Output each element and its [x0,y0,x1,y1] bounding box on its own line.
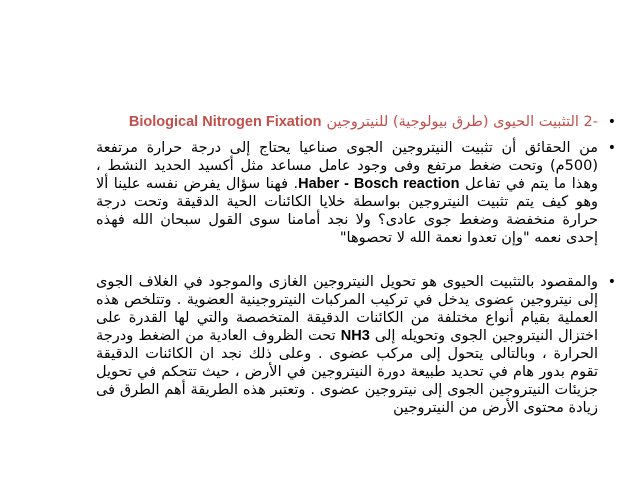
paragraph-1-part-2: . فهنا سؤال يفرض نفسه علينا ألا وهو كيف يتم تثبيت النيتروجين بواسطة خلايا الكائنات الحية الدقيقة وتحت درجة حرارة منخفضة وضغط جوى عادى؟ ولا نجد أمامنا سوى القول سبحان الله فهذه إحدى نعمه "وإن تعدوا نعمة الله لا تحصوها" [96,176,598,246]
heading-arabic: -2 التثبيت الحيوى (طرق بيولوجية) للنيتروجين [326,114,598,130]
paragraph-item-2 [96,273,616,417]
heading-latin: Biological Nitrogen Fixation [128,114,322,130]
bullet-icon: • [607,114,616,130]
paragraph-2-part-2: تحت الظروف العادية من الضغط ودرجة الحرارة ، وبالتالى يتحول إلى مركب عضوى . وعلى ذلك نجد ان الكائنات الدقيقة تقوم بدور هام في تحديد طبيعة دورة النيتروجين في الأرض ، حيث تتحكم في تحويل جزيئات النيتروجين الجوى إلى نيتروجين عضوى . وتعتبر هذه الطريقة أهم الطرق فى زيادة محتوى الأرض من النيتروجين [96,328,598,416]
paragraph-1-part-1: من الحقائق أن تثبيت النيتروجين الجوى صناعيا يحتاج إلى درجة حرارة مرتفعة (500م) وتحت ضغط مرتفع وفى وجود عامل مساعد مثل أكسيد الحديد النشط ، وهذا ما يتم في تفاعل [96,140,598,192]
haber-bosch-term: Haber - Bosch reaction [298,176,460,192]
heading-item [96,113,616,131]
section-heading [129,114,598,130]
bullet-icon: • [607,274,616,290]
nh3-term: NH3 [340,328,370,344]
paragraph-2 [96,273,598,417]
paragraph-item-1 [96,139,616,247]
bullet-icon: • [607,140,616,156]
paragraph-1 [96,139,598,247]
bullet-list [96,113,616,417]
paragraph-2-part-1: والمقصود بالتثبيت الحيوى هو تحويل النيتروجين الغازى والموجود في الغلاف الجوى إلى نيتروجين عضوى يدخل في تركيب المركبات النيتروجينية العضوية . وتتلخص هذه العملية بقيام أنواع مختلفة من الكائنات الدقيقة المتخصصة والتي لها القدرة على اختزال النيتروجين الجوى وتحويله إلى [96,274,599,344]
